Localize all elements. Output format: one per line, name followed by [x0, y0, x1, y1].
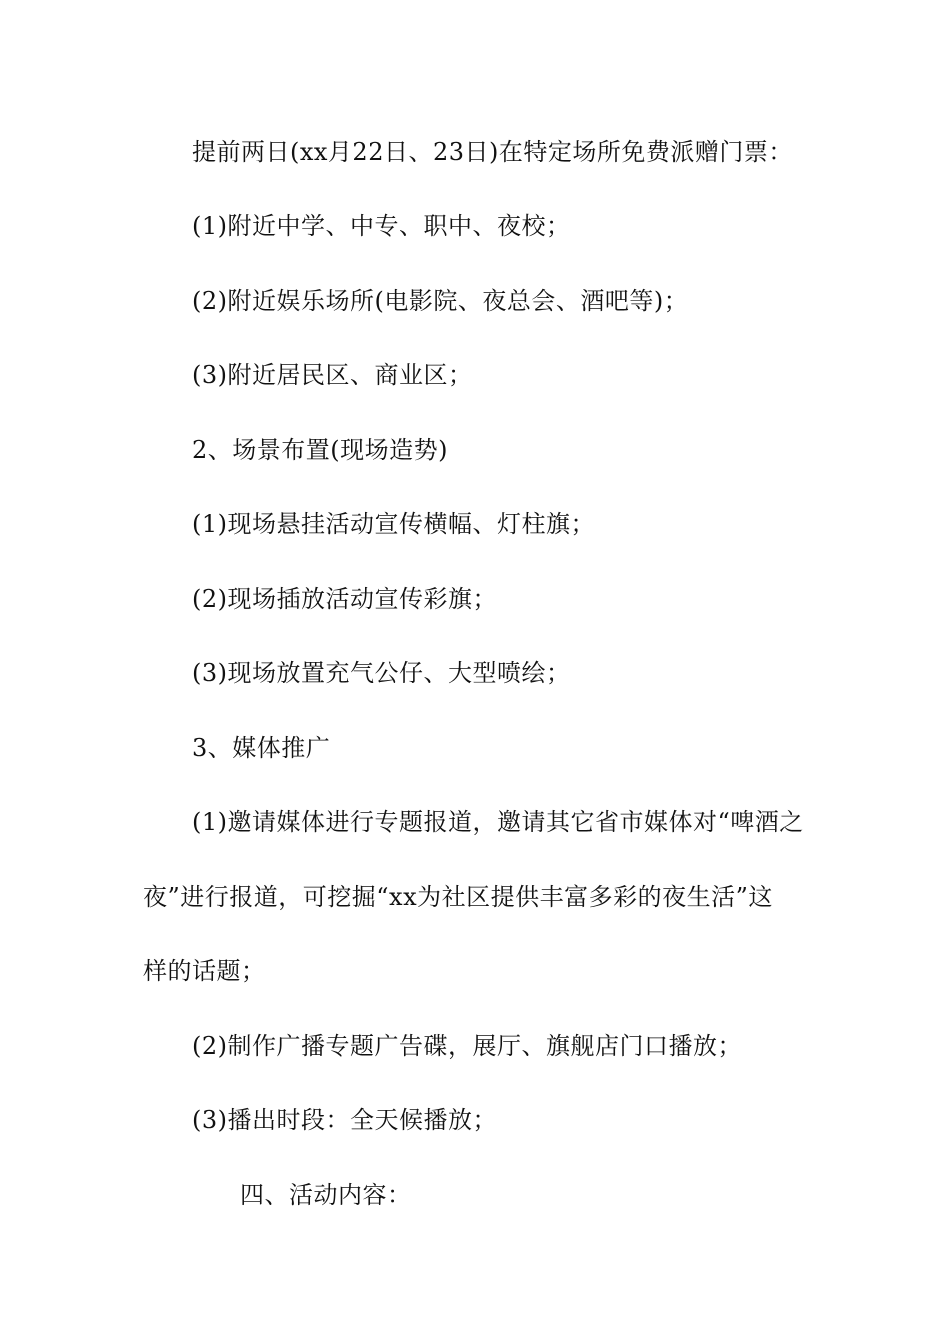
paragraph-banners: (1)现场悬挂活动宣传横幅、灯柱旗；	[192, 510, 595, 538]
paragraph-broadcast-time: (3)播出时段：全天候播放；	[192, 1106, 497, 1134]
paragraph-media-report-line3: 样的话题；	[143, 957, 266, 985]
paragraph-inflatables: (3)现场放置充气公仔、大型喷绘；	[192, 659, 571, 687]
paragraph-media-report-line1: (1)邀请媒体进行专题报道，邀请其它省市媒体对“啤酒之	[192, 808, 804, 836]
paragraph-flags: (2)现场插放活动宣传彩旗；	[192, 585, 497, 613]
paragraph-radio-ad: (2)制作广播专题广告碟，展厅、旗舰店门口播放；	[192, 1032, 742, 1060]
paragraph-ticket-distribution: 提前两日(xx月22日、23日)在特定场所免费派赠门票：	[192, 138, 793, 166]
heading-scene-layout: 2、场景布置(现场造势)	[192, 436, 448, 464]
paragraph-media-report-line2: 夜”进行报道，可挖掘“xx为社区提供丰富多彩的夜生活”这	[143, 883, 773, 911]
paragraph-residential-areas: (3)附近居民区、商业区；	[192, 361, 473, 389]
heading-activity-content: 四、活动内容：	[240, 1181, 412, 1209]
paragraph-schools: (1)附近中学、中专、职中、夜校；	[192, 212, 571, 240]
heading-media-promotion: 3、媒体推广	[192, 734, 331, 762]
paragraph-entertainment-venues: (2)附近娱乐场所(电影院、夜总会、酒吧等)；	[192, 287, 689, 315]
